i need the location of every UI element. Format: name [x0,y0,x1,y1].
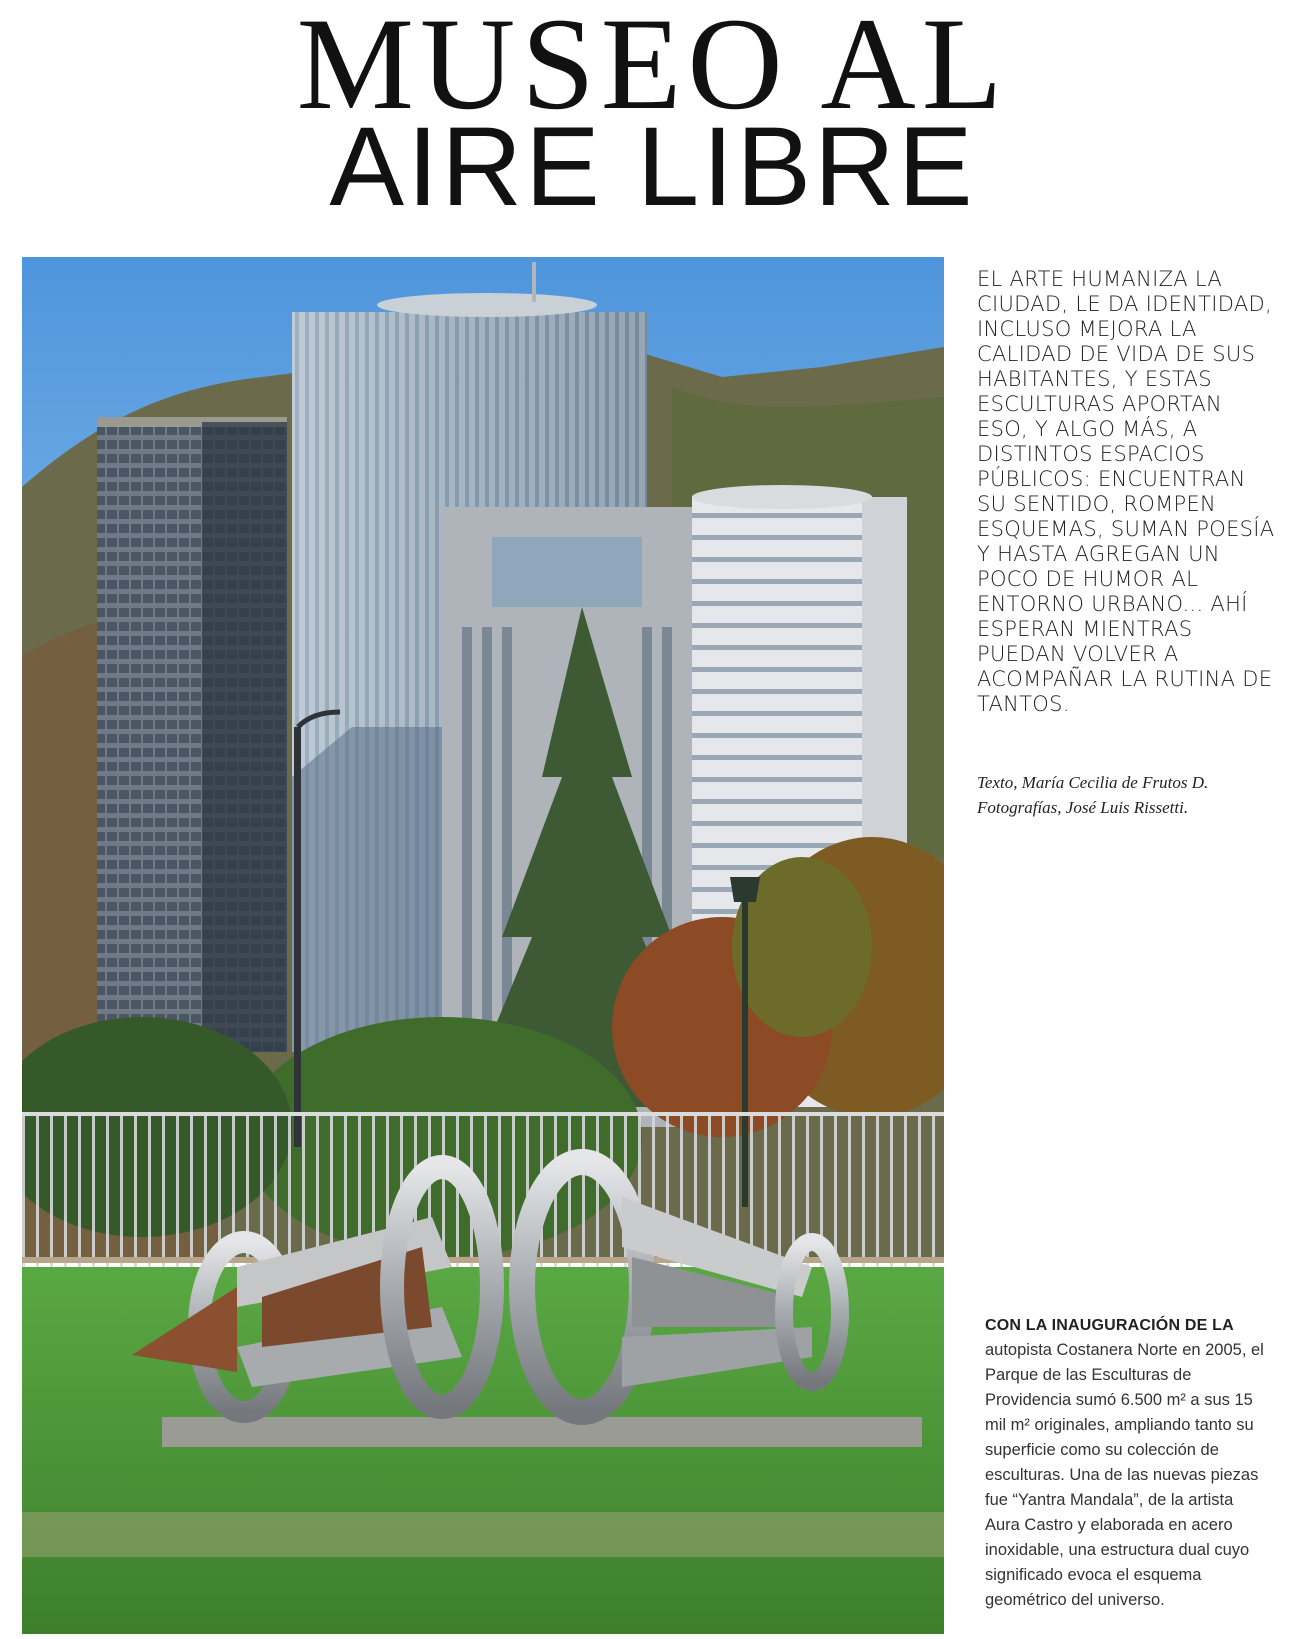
text-credit: Texto, María Cecilia de Frutos D. [977,773,1209,792]
title-line-1: MUSEO AL [296,0,1009,137]
article-text: autopista Costanera Norte en 2005, el Parque de las Esculturas de Providencia sumó 6.500 m² a sus 15 mil m² originales, ampliando tanto su superficie como su colección de esculturas. Una de las nuevas piezas fue “Yantra Mandala”, de la artista Aura Castro y elaborada en acero inoxidable, una estructura dual cuyo significado evoca el esquema geométrico del universo. [985,1341,1264,1609]
title-line-2: AIRE LIBRE [329,104,976,229]
intro-paragraph: EL ARTE HUMANIZA LA CIUDAD, LE DA IDENTIDAD, INCLUSO MEJORA LA CALIDAD DE VIDA DE SUS HABITANTES, Y ESTAS ESCULTURAS APORTAN ESO, Y ALGO MÁS, A DISTINTOS ESPACIOS PÚBLICOS: ENCUENTRAN SU SENTIDO, ROMPEN ESQUEMAS, SUMAN POESÍA Y HASTA AGREGAN UN POCO DE HUMOR AL ENTORNO URBANO... AHÍ ESPERAN MIENTRAS PUEDAN VOLVER A ACOMPAÑAR LA RUTINA DE TANTOS. [977,267,1275,716]
article-lead: CON LA INAUGURACIÓN DE LA [985,1317,1234,1334]
sculpture-park-photo [22,257,944,1634]
article-body [985,1313,1270,1613]
photo-credit: Fotografías, José Luis Rissetti. [977,798,1189,817]
credits [977,770,1277,820]
